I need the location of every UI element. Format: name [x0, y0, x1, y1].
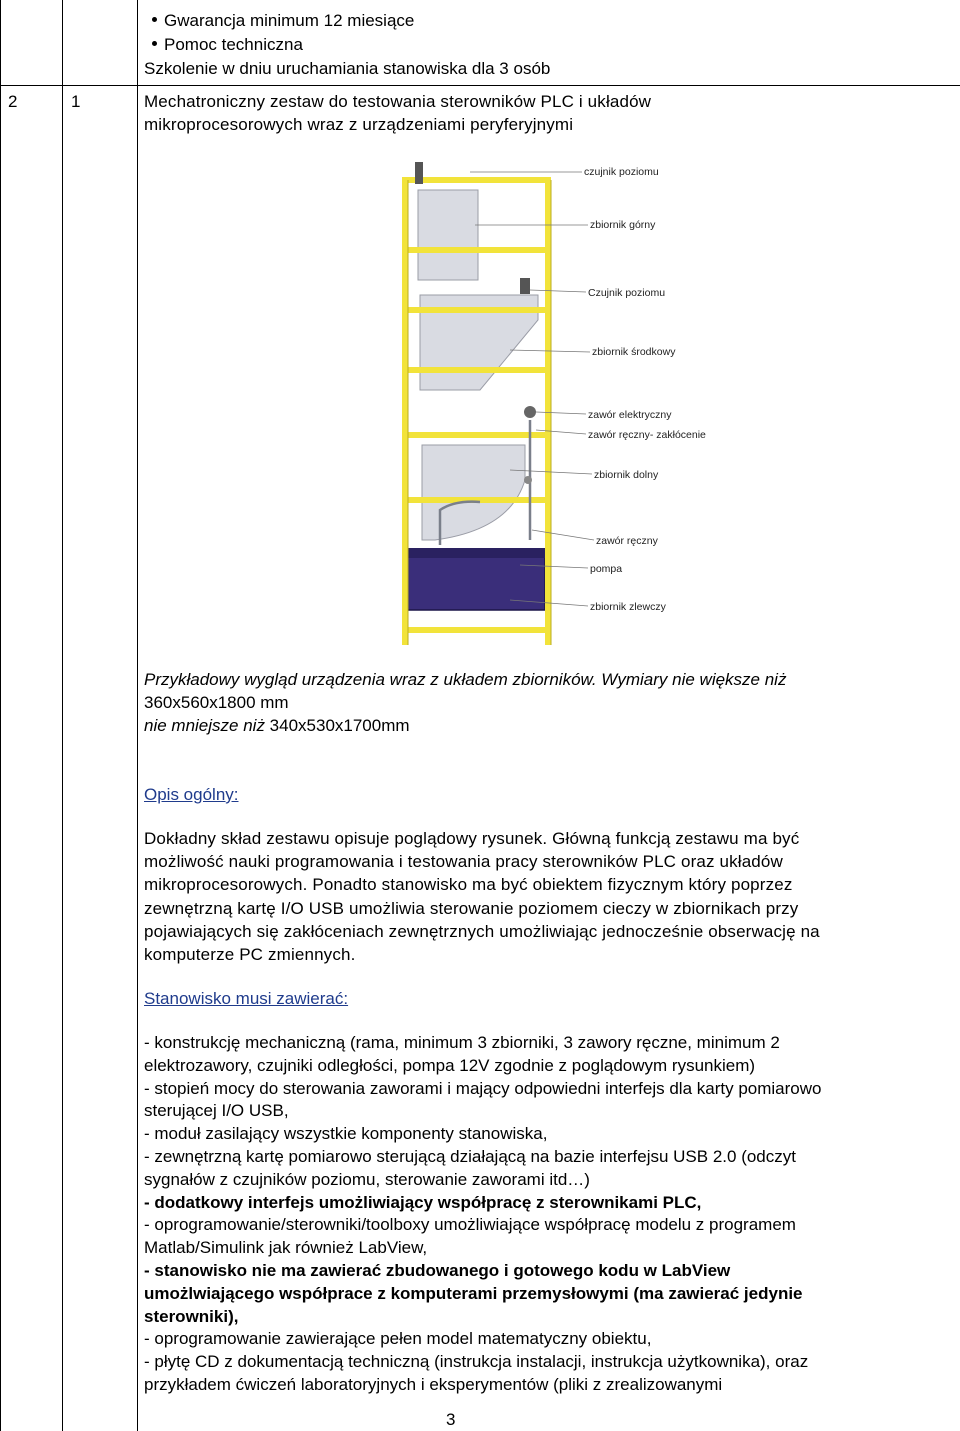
bullet-dot [152, 41, 157, 46]
list-item: sterującej I/O USB, [144, 1101, 289, 1121]
list-item: - zewnętrzną kartę pomiarowo sterującą działającą na bazie interfejsu USB 2.0 (odczyt [144, 1146, 796, 1166]
level-sensor-middle [520, 278, 530, 294]
upper-tank [418, 190, 478, 280]
label-manual-valve: zawór ręczny [596, 535, 658, 547]
opis-line: możliwość nauki programowania i testowania pracy sterowników PLC oraz układów [144, 852, 783, 872]
list-item: - konstrukcję mechaniczną (rama, minimum 3 zbiorniki, 3 zawory ręczne, minimum 2 [144, 1033, 780, 1052]
label-lower-tank: zbiornik dolny [594, 469, 659, 481]
list-item: - stopień mocy do sterowania zaworami i mający odpowiedni interfejs dla karty pomiarowo [144, 1078, 822, 1098]
bullet-item-support: Pomoc techniczna [152, 33, 303, 56]
opis-line: mikroprocesorowych. Ponadto stanowisko ma być obiektem fizycznym który poprzez [144, 875, 793, 895]
list-item: elektrozawory, czujniki odległości, pompa 12V zgodnie z poglądowym rysunkiem) [144, 1055, 756, 1075]
electric-valve [524, 406, 536, 418]
manual-valve [524, 476, 532, 484]
label-level-sensor-1: czujnik poziomu [584, 166, 659, 178]
opis-paragraph [144, 827, 934, 966]
label-level-sensor-2: Czujnik poziomu [588, 287, 666, 299]
label-drain-tank: zbiornik zlewczy [590, 601, 666, 613]
stanowisko-heading: Stanowisko musi zawierać: [144, 989, 349, 1008]
list-item: - płytę CD z dokumentacją techniczną (instrukcja instalacji, instrukcja użytkownika), oraz [144, 1352, 809, 1372]
list-item: - stanowisko nie ma zawierać zbudowanego i gotowego kodu w LabView [144, 1260, 731, 1280]
table-border-left [0, 0, 1, 1431]
list-item: - dodatkowy interfejs umożliwiający współpracę z sterownikami PLC, [144, 1192, 702, 1212]
caption-line2: 360x560x1800 mm [144, 693, 289, 712]
opis-heading: Opis ogólny: [144, 785, 239, 804]
caption-line1: Przykładowy wygląd urządzenia wraz z układem zbiorników. Wymiary nie większe niż [144, 670, 787, 689]
caption-line3: nie mniejsze niż 340x530x1700mm [144, 716, 410, 735]
level-sensor-top [415, 162, 423, 184]
label-manual-valve-disturbance: zawór ręczny- zakłócenie [588, 429, 706, 441]
sump-top [405, 548, 545, 558]
training-text: Szkolenie w dniu uruchamiania stanowiska dla 3 osób [144, 59, 551, 78]
row-qty: 1 [71, 92, 81, 111]
list-item: przykładem ćwiczeń laboratoryjnych i eksperymentów (pliki z zrealizowanymi [144, 1374, 723, 1394]
row-title-line1: Mechatroniczny zestaw do testowania sterowników PLC i układów [144, 92, 652, 111]
label-pump: pompa [590, 563, 623, 575]
bullet-item-warranty: Gwarancja minimum 12 miesiące [152, 9, 414, 32]
list-item: sygnałów z czujników poziomu, sterowanie zaworami itd…) [144, 1169, 590, 1189]
bullet-dot [152, 17, 157, 22]
list-item: - moduł zasilający wszystkie komponenty stanowiska, [144, 1124, 548, 1144]
label-electric-valve: zawór elektryczny [588, 409, 672, 421]
row-title-line2: mikroprocesorowych wraz z urządzeniami peryferyjnymi [144, 115, 574, 134]
label-middle-tank: zbiornik środkowy [592, 346, 676, 358]
list-item: - oprogramowanie zawierające pełen model matematyczny obiektu, [144, 1329, 652, 1349]
table-border-col2 [137, 0, 138, 1431]
device-illustration [360, 150, 740, 660]
label-upper-tank: zbiornik górny [590, 219, 656, 231]
list-item: Matlab/Simulink jak również LabView, [144, 1238, 428, 1258]
opis-line: Dokładny skład zestawu opisuje poglądowy rysunek. Główną funkcją zestawu ma być [144, 829, 800, 848]
list-item: - oprogramowanie/sterowniki/toolboxy umożliwiające współpracę modelu z programem [144, 1215, 796, 1235]
opis-line: komputerze PC zmiennych. [144, 945, 356, 965]
lower-tank [422, 445, 525, 540]
list-item: umożlwiającego współprace z komputerami przemysłowymi (ma zawierać jedynie [144, 1283, 803, 1303]
requirements-list [144, 1032, 944, 1397]
table-border-col1 [62, 0, 63, 1431]
table-row-divider [0, 85, 960, 86]
page-number: 3 [446, 1410, 456, 1429]
list-item: sterowniki), [144, 1306, 239, 1326]
opis-line: pojawiających się zakłóceniach zewnętrznych umożliwiając jednocześnie obserwację na [144, 921, 820, 941]
row-lp: 2 [8, 92, 18, 111]
opis-line: zewnętrzną kartę I/O USB umożliwia sterowanie poziomem cieczy w zbiornikach przy [144, 898, 799, 918]
